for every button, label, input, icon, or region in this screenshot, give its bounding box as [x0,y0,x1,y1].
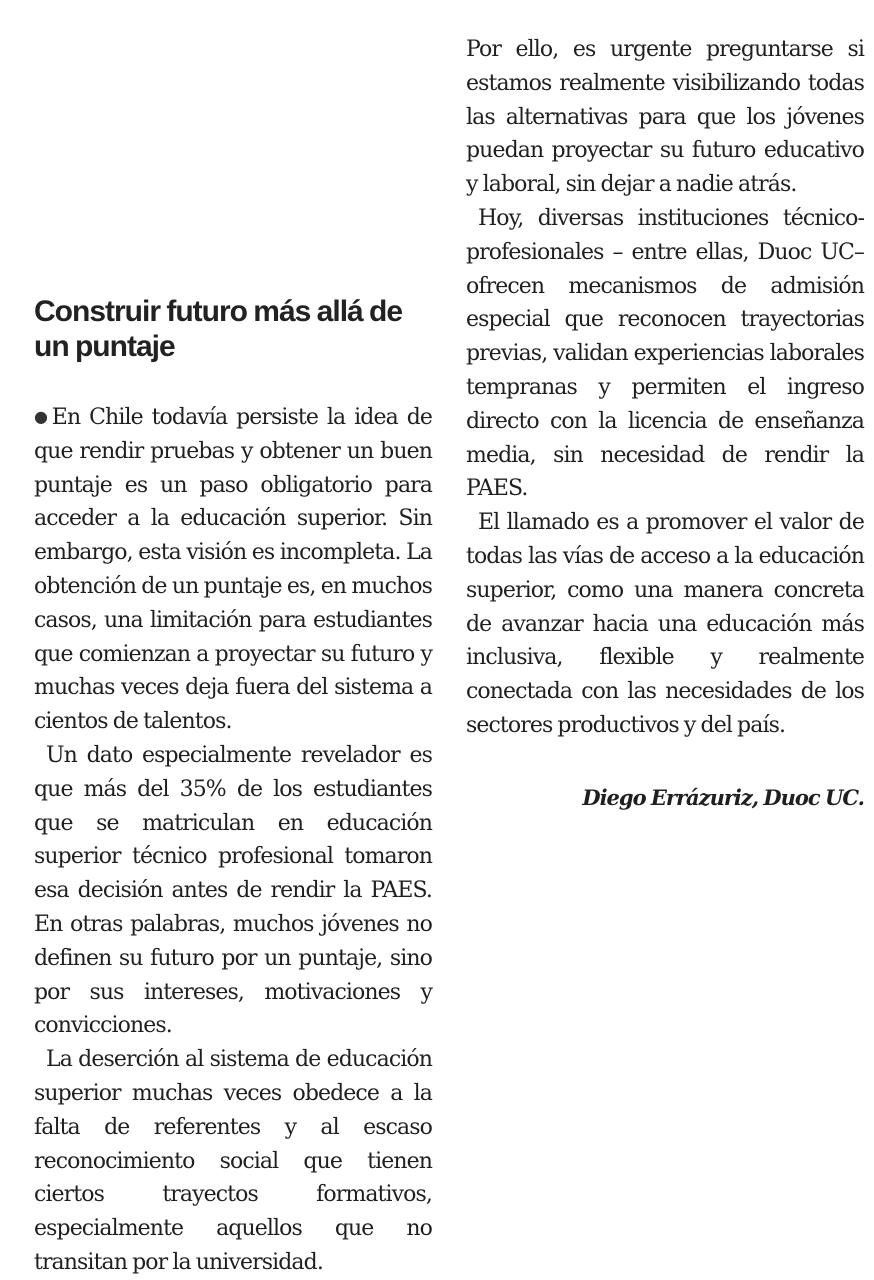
article-paragraph-6: El llamado es a promover el valor de todas las vías de acceso a la educación superior, como una manera concreta de avanzar hacia una educación más inclusiva, flexible y realmente conectada con las necesidades de los sectores productivos y del país. [466,510,864,738]
right-column [466,33,864,815]
bullet-icon: ● [34,407,52,426]
article-paragraph-2: Un dato especialmente revelador es que más del 35% de los estudiantes que se matriculan en educación superior técnico profesional tomaron esa decisión antes de rendir la PAES. En otras palabras, muchos jóvenes no definen su futuro por un puntaje, sino por sus intereses, motivaciones y convicciones. [34,742,432,1039]
article-paragraph-1 [34,400,432,739]
author-signature: Diego Errázuriz, Duoc UC. [582,784,864,810]
article-paragraph-5: Hoy, diversas instituciones técnico-profesionales – entre ellas, Duoc UC– ofrecen mecanismos de admisión especial que reconocen trayectorias previas, validan experiencias laborales tempranas y permiten el ingreso directo con la licencia de enseñanza media, sin necesidad de rendir la PAES. [466,205,864,502]
article-paragraph-3: La deserción al sistema de educación superior muchas veces obedece a la falta de referentes y al escaso reconocimiento social que tienen ciertos trayectos formativos, especialmente aquellos que no transitan por la universidad. [34,1047,432,1275]
paragraph-1-text: En Chile todavía persiste la idea de que rendir pruebas y obtener un buen puntaje es un paso obligatorio para acceder a la educación superior. Sin embargo, esta visión es incompleta. La obtención de un puntaje es, en muchos casos, una limitación para estudiantes que comienzan a proyectar su futuro y muchas veces deja fuera del sistema a cientos de talentos. [34,405,432,735]
article-paragraph-4: Por ello, es urgente preguntarse si estamos realmente visibilizando todas las alternativas para que los jóvenes puedan proyectar su futuro educativo y laboral, sin dejar a nadie atrás. [466,37,864,198]
article-headline: Construir futuro más allá de un puntaje [34,295,403,363]
left-column [34,294,432,1280]
